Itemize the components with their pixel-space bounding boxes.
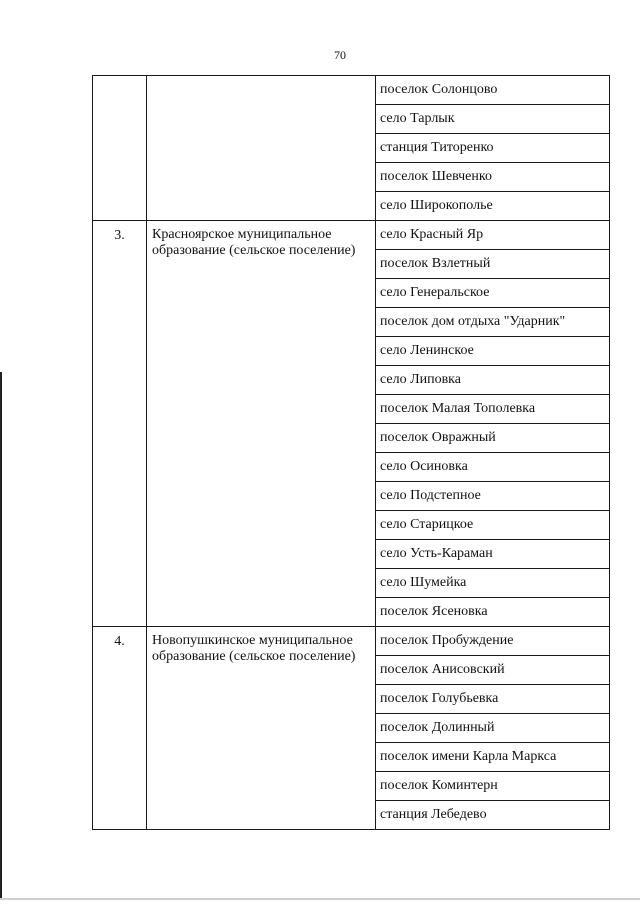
municipality-cell: [147, 627, 376, 830]
settlement-name: село Подстепное: [376, 482, 610, 511]
settlement-name: село Красный Яр: [376, 221, 610, 250]
settlement-name: поселок Анисовский: [376, 656, 610, 685]
group-number-cell: [93, 221, 147, 627]
settlement-name: село Шумейка: [376, 569, 610, 598]
table-row: [93, 627, 610, 656]
scan-edge-left: [0, 372, 2, 900]
settlement-name: поселок Шевченко: [376, 163, 610, 192]
settlement-name: поселок Взлетный: [376, 250, 610, 279]
table-row: [93, 76, 610, 105]
settlement-name: поселок Долинный: [376, 714, 610, 743]
settlement-name: село Осиновка: [376, 453, 610, 482]
settlement-name: станция Лебедево: [376, 801, 610, 830]
settlement-name: поселок Голубьевка: [376, 685, 610, 714]
group-number-cell: [93, 76, 147, 221]
settlement-name: поселок дом отдыха "Ударник": [376, 308, 610, 337]
group-number: 3.: [114, 228, 125, 243]
municipality-name: Красноярское муниципальное образование (сельское поселение): [152, 227, 356, 258]
group-number-cell: [93, 627, 147, 830]
scan-edge-bottom: [0, 898, 640, 900]
settlements-table: [92, 75, 610, 830]
municipality-cell: [147, 221, 376, 627]
settlement-name: село Тарлык: [376, 105, 610, 134]
municipality-name: Новопушкинское муниципальное образование (сельское поселение): [152, 633, 356, 664]
settlement-name: поселок Овражный: [376, 424, 610, 453]
group-number: 4.: [114, 634, 125, 649]
settlement-name: село Старицкое: [376, 511, 610, 540]
settlement-name: село Широкополье: [376, 192, 610, 221]
settlement-name: село Липовка: [376, 366, 610, 395]
municipality-name: [152, 76, 375, 82]
settlement-name: поселок имени Карла Маркса: [376, 743, 610, 772]
settlement-name: поселок Солонцово: [376, 76, 610, 105]
group-number: [93, 76, 146, 83]
table-row: [93, 221, 610, 250]
settlement-name: село Усть-Караман: [376, 540, 610, 569]
settlement-name: поселок Малая Тополевка: [376, 395, 610, 424]
settlement-name: село Генеральское: [376, 279, 610, 308]
settlement-name: поселок Коминтерн: [376, 772, 610, 801]
settlement-name: поселок Ясеновка: [376, 598, 610, 627]
settlement-name: станция Титоренко: [376, 134, 610, 163]
settlement-name: село Ленинское: [376, 337, 610, 366]
municipality-cell: [147, 76, 376, 221]
settlement-name: поселок Пробуждение: [376, 627, 610, 656]
page-number: 70: [334, 48, 346, 62]
